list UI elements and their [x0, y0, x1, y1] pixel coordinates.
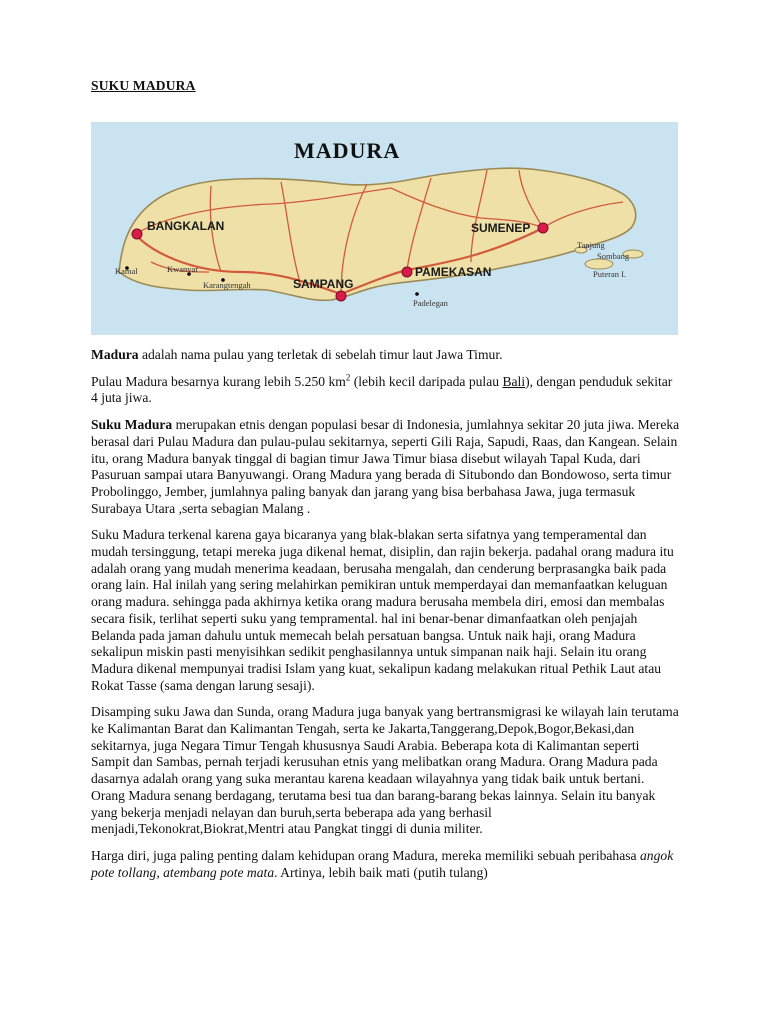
map-label-sumenep: SUMENEP	[471, 221, 531, 235]
city-marker-bangkalan	[132, 229, 142, 239]
map-label-puteran: Puteran I.	[593, 269, 627, 279]
madura-map-svg	[91, 122, 678, 335]
superscript: 2	[345, 372, 351, 383]
map-label-pamekasan: PAMEKASAN	[415, 265, 492, 279]
city-marker-pamekasan	[402, 267, 412, 277]
paragraph-text: Pulau Madura besarnya kurang lebih 5.250 km	[91, 373, 346, 389]
paragraph-4	[91, 527, 681, 694]
map-label-sampang: SAMPANG	[293, 277, 354, 291]
paragraph-3	[91, 417, 681, 517]
madura-map	[91, 122, 678, 335]
paragraph-2	[91, 374, 681, 407]
map-title: MADURA	[294, 138, 401, 163]
paragraph-6	[91, 848, 681, 881]
city-marker-sampang	[336, 291, 346, 301]
paragraph-text: merupakan etnis dengan populasi besar di Indonesia, jumlahnya sekitar 20 juta jiwa. Mereka berasal dari Pulau Madura dan pulau-pulau sekitarnya, seperti Gili Raja, Sapudi, Raas, dan Kangean. Selain itu, orang Madura banyak tinggal di bagian timur Jawa Timur biasa disebut wilayah Tapal Kuda, dari Pasuruan sampai utara Banyuwangi. Orang Madura yang berada di Situbondo dan Bondowoso, serta timur Probolinggo, Jember, jumlahnya paling banyak dan jarang yang bisa berbahasa Jawa, juga termasuk Surabaya Utara ,serta sebagian Malang .	[91, 417, 680, 516]
map-label-bangkalan: BANGKALAN	[147, 219, 225, 233]
paragraph-text: ), dengan penduduk sekitar 4 juta jiwa.	[91, 373, 673, 406]
italic-proverb: angok pote tollang, atembang pote mata	[91, 847, 674, 880]
paragraph-text: Suku Madura terkenal karena gaya bicaranya yang blak-blakan serta sifatnya yang temperamental dan mudah tersinggung, tetapi mereka juga dikenal hemat, disiplin, dan rajin bekerja. padahal orang madura itu adalah orang yang mudah menerima keadaan, berusaha mengalah, dan cenderung berprasangka baik pada orang lain. Hal inilah yang sering melahirkan pemikiran untuk memperdayai dan memanfaatkan keluguan orang madura. sehingga pada akhirnya ketika orang madura berusaha membela diri, emosi dan membalas secara fisik, terlihat seperti suku yang tempramental. hal ini benar-benar dimanfaatkan oleh penjajah Belanda pada jaman dahulu untuk memecah belah persatuan bangsa. Untuk naik haji, orang Madura sekalipun miskin pasti menyisihkan sedikit penghasilannya untuk simpanan naik haji. Selain itu orang Madura dikenal mempunyai tradisi Islam yang kuat, sekalipun kadang melakukan ritual Pethik Laut atau Rokat Tasse (sama dengan larung sesaji).	[91, 527, 674, 693]
map-label-kwanyar: Kwanyar	[167, 264, 199, 274]
paragraph-text: Disamping suku Jawa dan Sunda, orang Madura juga banyak yang bertransmigrasi ke wilayah lain terutama ke Kalimantan Barat dan Kalimantan Tengah, serta ke Jakarta,Tanggerang,Depok,Bogor,Bekasi,dan sekitarnya, juga Negara Timur Tengah khususnya Saudi Arabia. Beberapa kota di Kalimantan seperti Sampit dan Sambas, pernah terjadi kerusuhan etnis yang melibatkan orang Madura. Orang Madura pada dasarnya adalah orang yang suka merantau karena keadaan wilayahnya yang tidak baik untuk bertani. Orang Madura senang berdagang, terutama besi tua dan barang-barang bekas lainnya. Selain itu banyak yang bekerja menjadi nelayan dan buruh,serta beberapa ada yang berhasil menjadi,Tekonokrat,Biokrat,Mentri atau Pangkat tinggi di dunia militer.	[91, 704, 679, 837]
paragraph-text: (lebih kecil daripada pulau	[350, 373, 503, 389]
paragraph-text: adalah nama pulau yang terletak di sebelah timur laut Jawa Timur.	[138, 347, 503, 362]
map-label-karangtengah: Karangtengah	[203, 280, 251, 290]
paragraph-5	[91, 704, 681, 838]
map-label-tanjung: Tanjung	[577, 240, 605, 250]
city-marker-sumenep	[538, 223, 548, 233]
bold-term: Madura	[91, 347, 139, 362]
bold-term: Suku Madura	[91, 417, 173, 433]
paragraph-text: . Artinya, lebih baik mati (putih tulang)	[274, 864, 488, 880]
paragraph-1	[91, 347, 681, 364]
document-body	[91, 347, 681, 891]
paragraph-text: Harga diri, juga paling penting dalam kehidupan orang Madura, mereka memiliki sebuah peribahasa	[91, 847, 640, 863]
map-label-kamal: Kamal	[115, 266, 138, 276]
bali-link[interactable]: Bali	[502, 373, 526, 389]
document-title: SUKU MADURA	[91, 78, 196, 93]
map-label-padelegan: Padelegan	[413, 298, 448, 308]
map-label-sombang: Sombang	[597, 251, 630, 261]
